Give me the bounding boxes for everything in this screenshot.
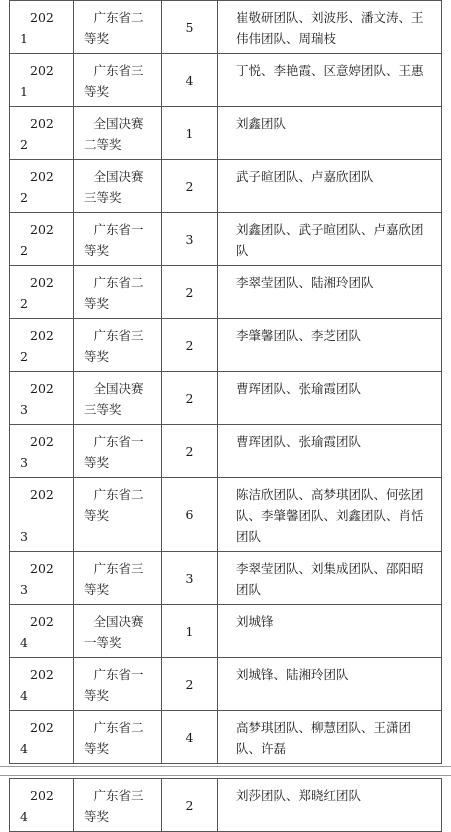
year-prefix: 202 [30,667,54,682]
winners-cell: 高梦琪团队、柳慧团队、王潇团队、许磊 [218,711,442,764]
year-prefix: 202 [30,116,54,131]
table-row [10,266,442,319]
table-row [10,605,442,658]
award-cell [74,779,162,832]
winners-cell: 李翠莹团队、陆湘玲团队 [218,266,442,319]
year-suffix: 4 [20,809,28,824]
winners-cell: 曹珲团队、张瑜霞团队 [218,425,442,478]
award-cell [74,605,162,658]
year-prefix: 202 [30,169,54,184]
year-prefix: 202 [30,275,54,290]
award-grade: 等奖 [84,688,110,703]
table-row [10,372,442,425]
table-row [10,711,442,764]
award-level: 广东省二 [93,275,144,290]
award-level: 广东省三 [93,561,144,576]
award-grade: 等奖 [84,31,110,46]
year-prefix: 202 [30,222,54,237]
year-suffix: 2 [20,137,28,152]
year-prefix: 202 [30,328,54,343]
year-suffix: 4 [20,741,28,756]
award-cell [74,160,162,213]
year-suffix: 3 [20,402,28,417]
year-cell [10,552,74,605]
year-cell [10,711,74,764]
table-row [10,160,442,213]
award-grade: 等奖 [84,741,110,756]
count-cell: 3 [162,213,218,266]
year-prefix: 202 [30,381,54,396]
year-prefix: 202 [30,720,54,735]
award-level: 广东省三 [93,63,144,78]
count-cell: 1 [162,605,218,658]
year-suffix: 3 [20,529,28,544]
winners-cell: 李翠莹团队、刘集成团队、邵阳昭团队 [218,552,442,605]
year-cell [10,54,74,107]
count-cell: 3 [162,552,218,605]
count-cell: 2 [162,779,218,832]
award-grade: 等奖 [84,809,110,824]
award-cell [74,552,162,605]
count-cell: 2 [162,658,218,711]
award-cell [74,658,162,711]
year-cell [10,478,74,552]
table-row [10,658,442,711]
count-cell: 5 [162,1,218,54]
count-cell: 2 [162,266,218,319]
year-cell [10,605,74,658]
winners-cell: 李肇馨团队、李芝团队 [218,319,442,372]
awards-table-page-one [9,0,442,764]
winners-cell: 武子暄团队、卢嘉欣团队 [218,160,442,213]
count-cell: 4 [162,711,218,764]
winners-cell: 陈洁欣团队、高梦琪团队、何弦团队、李肇馨团队、刘鑫团队、肖恬团队 [218,478,442,552]
year-prefix: 202 [30,487,54,502]
year-prefix: 202 [30,10,54,25]
award-grade: 等奖 [84,84,110,99]
page-break [9,764,441,778]
award-grade: 三等奖 [84,402,122,417]
award-cell [74,54,162,107]
winners-cell: 刘城锋 [218,605,442,658]
year-suffix: 2 [20,243,28,258]
award-cell [74,213,162,266]
year-suffix: 2 [20,296,28,311]
year-cell [10,160,74,213]
award-level: 广东省二 [93,10,144,25]
award-level: 广东省一 [93,667,144,682]
award-cell [74,478,162,552]
table-row [10,779,442,832]
table-row [10,1,442,54]
winners-cell: 刘鑫团队 [218,107,442,160]
year-cell [10,372,74,425]
table-row [10,425,442,478]
award-level: 广东省二 [93,720,144,735]
award-cell [74,372,162,425]
year-prefix: 202 [30,788,54,803]
award-cell [74,266,162,319]
year-cell [10,213,74,266]
year-suffix: 4 [20,635,28,650]
award-level: 广东省三 [93,328,144,343]
count-cell: 2 [162,425,218,478]
award-grade: 等奖 [84,582,110,597]
award-grade: 等奖 [84,508,110,523]
year-cell [10,1,74,54]
table-row [10,213,442,266]
award-level: 广东省三 [93,788,144,803]
award-cell [74,711,162,764]
award-level: 广东省一 [93,222,144,237]
award-level: 全国决赛 [93,169,144,184]
year-suffix: 3 [20,582,28,597]
award-cell [74,1,162,54]
year-suffix: 1 [20,84,28,99]
count-cell: 2 [162,160,218,213]
year-suffix: 2 [20,190,28,205]
table-row [10,107,442,160]
year-cell [10,425,74,478]
year-suffix: 3 [20,455,28,470]
award-level: 全国决赛 [93,116,144,131]
award-grade: 三等奖 [84,190,122,205]
table-row [10,319,442,372]
year-suffix: 2 [20,349,28,364]
award-level: 广东省二 [93,487,144,502]
year-prefix: 202 [30,63,54,78]
year-suffix: 1 [20,31,28,46]
award-level: 全国决赛 [93,381,144,396]
winners-cell: 丁悦、李艳霞、区意婷团队、王惠 [218,54,442,107]
winners-cell: 刘鑫团队、武子暄团队、卢嘉欣团队 [218,213,442,266]
year-cell [10,266,74,319]
year-cell [10,319,74,372]
count-cell: 1 [162,107,218,160]
award-grade: 二等奖 [84,137,122,152]
year-prefix: 202 [30,561,54,576]
winners-cell: 曹珲团队、张瑜霞团队 [218,372,442,425]
year-prefix: 202 [30,434,54,449]
count-cell: 4 [162,54,218,107]
award-grade: 等奖 [84,349,110,364]
year-cell [10,107,74,160]
winners-cell: 刘城锋、陆湘玲团队 [218,658,442,711]
year-suffix: 4 [20,688,28,703]
award-cell [74,425,162,478]
table-row [10,552,442,605]
award-cell [74,107,162,160]
winners-cell: 崔敬研团队、刘波彤、潘文涛、王伟伟团队、周瑞枝 [218,1,442,54]
count-cell: 6 [162,478,218,552]
count-cell: 2 [162,372,218,425]
award-grade: 一等奖 [84,635,122,650]
award-grade: 等奖 [84,455,110,470]
winners-cell: 刘莎团队、郑晓红团队 [218,779,442,832]
table-row [10,478,442,552]
award-grade: 等奖 [84,296,110,311]
year-cell [10,779,74,832]
table-row [10,54,442,107]
award-cell [74,319,162,372]
award-grade: 等奖 [84,243,110,258]
awards-table-page-two [9,778,442,832]
award-level: 全国决赛 [93,614,144,629]
award-level: 广东省一 [93,434,144,449]
awards-document [9,0,441,832]
count-cell: 2 [162,319,218,372]
year-cell [10,658,74,711]
year-prefix: 202 [30,614,54,629]
